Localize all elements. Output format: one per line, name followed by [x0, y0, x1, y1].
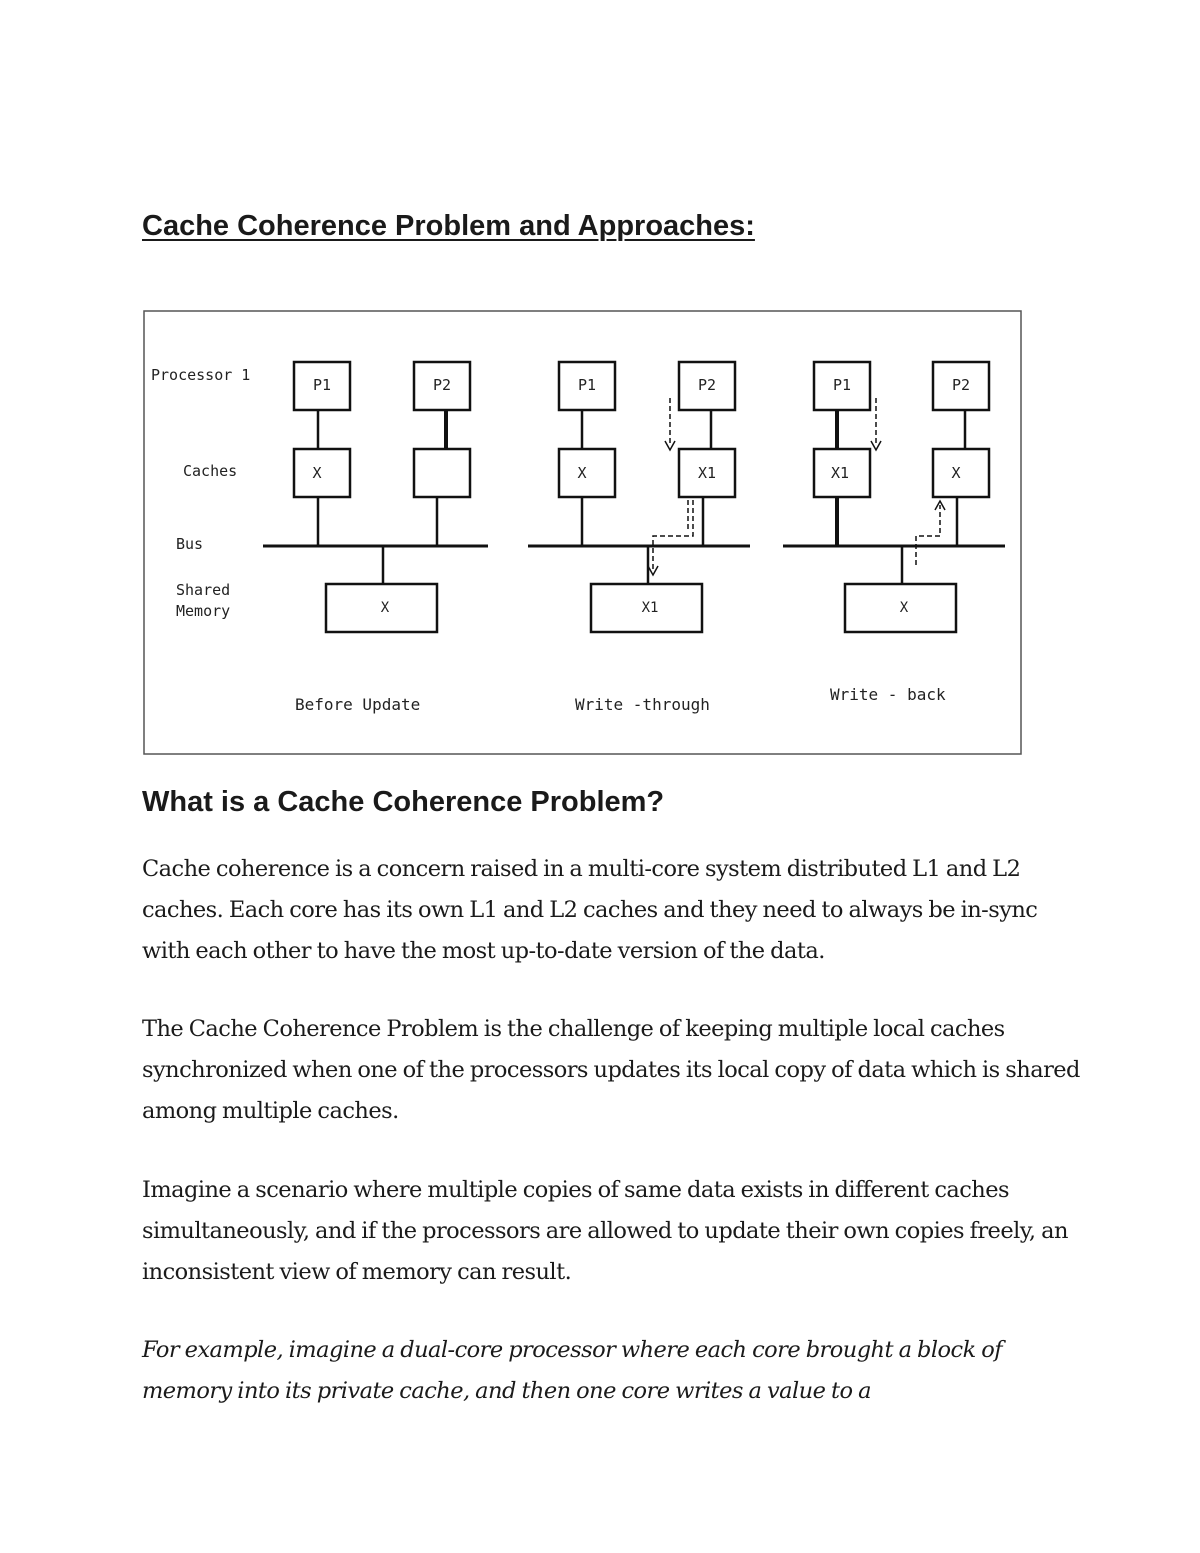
label-bus: Bus	[176, 535, 204, 553]
label-shared: Shared	[176, 581, 231, 599]
p2-label: P2	[951, 376, 971, 394]
paragraph: Cache coherence is a concern raised in a multi-core system distributed L1 and L2 caches. Each core has its own L1 and L2 caches and they need to always be in-sync with each other to have the most up-to-date version of the data.	[142, 856, 1038, 964]
cache1-label: X1	[830, 464, 850, 482]
p1-label: P1	[832, 376, 852, 394]
p2-label: P2	[432, 376, 452, 394]
page-title: Cache Coherence Problem and Approaches:	[142, 210, 755, 242]
caption-write-back: Write - back	[830, 685, 946, 704]
cache1-box	[294, 449, 350, 497]
cache2-label: X	[951, 464, 961, 482]
caption-before-update: Before Update	[295, 695, 421, 714]
cache2-label: X1	[697, 464, 717, 482]
cache2-box	[414, 449, 470, 497]
cache2-box	[933, 449, 989, 497]
section-heading: What is a Cache Coherence Problem?	[142, 786, 665, 818]
paragraph: The Cache Coherence Problem is the challenge of keeping multiple local caches synchronized when one of the processors updates its local copy of data which is shared among multiple caches.	[142, 1016, 1080, 1124]
label-processor: Processor 1	[151, 366, 251, 384]
cache-coherence-diagram	[143, 310, 1022, 755]
p1-label: P1	[312, 376, 332, 394]
memory-label: X1	[641, 600, 659, 616]
p2-label: P2	[697, 376, 717, 394]
label-memory: Memory	[176, 602, 231, 620]
label-caches: Caches	[183, 462, 238, 480]
memory-label: X	[899, 600, 909, 616]
cache1-label: X	[312, 464, 322, 482]
p1-label: P1	[577, 376, 597, 394]
cache1-label: X	[577, 464, 587, 482]
cache1-box	[559, 449, 615, 497]
memory-label: X	[380, 600, 390, 616]
paragraph: Imagine a scenario where multiple copies of same data exists in different caches simultaneously, and if the processors are allowed to update their own copies freely, an inconsistent view of memory can result.	[142, 1177, 1068, 1285]
caption-write-through: Write -through	[575, 695, 710, 714]
example-paragraph: For example, imagine a dual-core processor where each core brought a block of memory into its private cache, and then one core writes a value to a	[142, 1337, 1003, 1404]
